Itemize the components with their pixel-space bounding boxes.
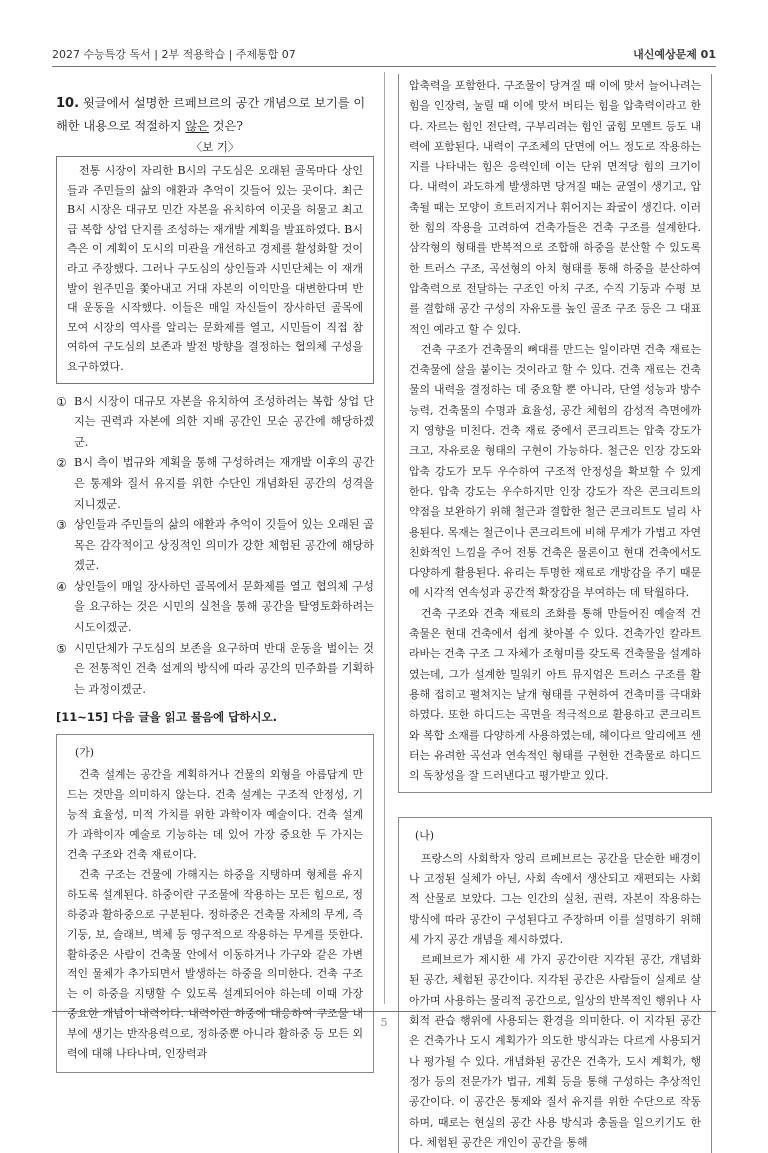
question-number: 10.: [56, 96, 80, 111]
right-column: [398, 74, 712, 1153]
bogi-text: 전통 시장이 자리한 B시의 구도심은 오래된 골목마다 상인들과 주민들의 삶의 애환과 추억이 깃들어 있는 곳이다. 최근 B시 시장은 대규모 민간 자본을 유치하여 이곳을 허물고 최고급 복합 상업 단지를 조성하는 재개발 계획을 발표하였다. B시 측은 이 계획이 도시의 미관을 개선하고 경제를 활성화할 것이라고 주장했다. 그러나 구도심의 상인들과 시민단체는 이 재개발이 원주민을 쫓아내고 거대 자본의 이익만을 대변한다며 반대 운동을 시작했다. 이들은 매일 자신들이 장사하던 골목에 모여 시장의 역사를 알리는 문화제를 열고, 시민들이 직접 참여하여 구도심의 보존과 발전 방향을 결정하는 협의체 구성을 요구하였다.: [67, 164, 363, 373]
stem-before: 윗글에서 설명한 르페브르의 공간 개념으로 보기를 이해한 내용으로 적절하지: [56, 96, 366, 133]
bogi-box: [56, 156, 374, 384]
choice-mark: ⑤: [56, 641, 67, 656]
passage-na-label: (나): [415, 829, 435, 843]
choice-4[interactable]: [56, 577, 374, 639]
header-rule: [52, 66, 716, 67]
choice-mark: ④: [56, 579, 67, 594]
choice-mark: ①: [56, 394, 67, 409]
choice-text: 상인들이 매일 장사하던 골목에서 문화제를 열고 협의체 구성을 요구하는 것은 시민의 실천을 통해 공간을 탈영토화하려는 시도이겠군.: [74, 579, 374, 635]
passage-ga-continued-box: [398, 74, 712, 793]
choice-mark: ②: [56, 456, 67, 471]
passage-ga-paragraph-1: 건축 설계는 공간을 계획하거나 건물의 외형을 아름답게 만드는 것만을 의미하지 않는다. 건축 설계는 구조적 안정성, 기능적 효율성, 미적 가치를 위한 과학이자 예술이다. 건축 설계가 과학이자 예술로 기능하는 데 있어 가장 중요한 두 가지는 건축 구조와 건축 재료이다.: [67, 768, 363, 861]
page-number: 5: [380, 1016, 388, 1029]
choice-2[interactable]: [56, 453, 374, 515]
passage-na-paragraph-1: 프랑스의 사회학자 앙리 르페브르는 공간을 단순한 배경이나 고정된 실체가 아닌, 사회 속에서 생산되고 재편되는 사회적 산물로 보았다. 그는 인간의 실천, 권력, 자본이 작용하는 방식에 따라 공간이 구성된다고 주장하며 이를 설명하기 위해 세 가지 공간 개념을 제시하였다.: [409, 851, 701, 946]
passage-ga-label: (가): [75, 746, 95, 760]
passage-ga-continuation: 압축력을 포함한다. 구조물이 당겨질 때 이에 맞서 늘어나려는 힘을 인장력, 눌릴 때 이에 맞서 버티는 힘을 압축력이라고 한다. 자르는 힘인 전단력, 구부리려는 힘인 굽힘 모멘트 등도 내력에 포함된다. 내력이 구조체의 단면에 어느 정도로 작용하는지를 나타내는 힘은 응력인데 이는 단위 면적당 힘의 크기이다. 내력이 과도하게 발생하면 당겨질 때는 균열이 생기고, 압축될 때는 모양이 흐트러지거나 휘어지는 좌굴이 생긴다. 이러한 힘의 작용을 고려하여 건축가들은 건축 구조를 설계한다. 삼각형의 형태를 반복적으로 조합해 하중을 분산할 수 있도록 한 트러스 구조, 곡선형의 아치 형태를 통해 하중을 분산하여 압축력으로 전달하는 구조인 아치 구조, 수직 기둥과 수평 보를 결합해 공간 구성의 자유도를 높인 골조 구조 등은 그 대표적인 예라고 할 수 있다.: [409, 79, 701, 336]
stem-after: 것은?: [208, 119, 243, 133]
left-column: [56, 92, 374, 1073]
choice-mark: ③: [56, 518, 67, 533]
set-header: [11~15] 다음 글을 읽고 물음에 답하시오.: [56, 710, 277, 725]
column-divider: [384, 72, 385, 1004]
choice-text: 상인들과 주민들의 삶의 애환과 추억이 깃들어 있는 오래된 골목은 감각적이고 상징적인 의미가 강한 체험된 공간에 해당하겠군.: [74, 518, 374, 573]
footer-rule: [52, 1011, 716, 1012]
choice-1[interactable]: [56, 392, 374, 454]
choice-text: B시 시장이 대규모 자본을 유치하여 조성하려는 복합 상업 단지는 권력과 자본에 의한 지배 공간인 모순 공간에 해당하겠군.: [74, 394, 374, 449]
passage-ga-paragraph-2: 건축 구조는 건물에 가해지는 하중을 지탱하며 형체를 유지하도록 설계된다. 하중이란 구조물에 작용하는 모든 힘으로, 정하중과 활하중으로 구분된다. 정하중은 건축물 자체의 무게, 즉 기둥, 보, 슬래브, 벽체 등 영구적으로 작용하는 무게를 뜻한다. 활하중은 사람이 건축물 안에서 이동하거나 가구와 같은 가변적인 물체가 추가되면서 발생하는 하중을 의미한다. 건축 구조는 이 하중을 지탱할 수 있도록 설계되어야 하는데 이때 가장 중요한 개념이 내력이다. 내력이란 하중에 대응하여 구조물 내부에 생기는 반작용력으로, 정하중뿐 아니라 활하중 등 모든 외력에 대해 나타나며, 인장력과: [67, 867, 363, 1061]
stem-underlined: 않은: [185, 119, 209, 133]
passage-na-paragraph-2: 르페브르가 제시한 세 가지 공간이란 지각된 공간, 개념화된 공간, 체험된 공간이다. 지각된 공간은 사람들이 실제로 살아가며 사용하는 물리적 공간으로, 일상의 반복적인 행위나 사회적 관습 행위에 사용되는 환경을 의미한다. 이 지각된 공간은 건축가나 도시 계획가가 의도한 방식과는 다르게 사용되거나 평가될 수 있다. 개념화된 공간은 건축가, 도시 계획가, 행정가 등의 전문가가 법규, 계획 등을 통해 구성하는 추상적인 공간이다. 이 공간은 통제와 질서 유지를 위한 수단으로 작동하며, 때로는 현실의 공간 사용 방식과 충돌을 일으키기도 한다. 체험된 공간은 개인이 공간을 통해: [409, 953, 701, 1149]
choice-text: B시 측이 법규와 계획을 통해 구성하려는 재개발 이후의 공간은 통제와 질서 유지를 위한 수단인 개념화된 공간의 성격을 지니겠군.: [74, 456, 374, 511]
choice-list: [56, 392, 374, 701]
passage-ga-paragraph-4: 건축 구조와 건축 재료의 조화를 통해 만들어진 예술적 건축물은 현대 건축에서 쉽게 찾아볼 수 있다. 건축가인 칼라트라바는 건축 구조 그 자체가 조형미를 갖도록 건축물을 설계하였는데, 그가 설계한 밀워키 아트 뮤지엄은 트러스 구조를 활용해 접히고 펼쳐지는 날개 형태를 구현하여 건축미를 극대화하였다. 또한 하디드는 곡면을 적극적으로 활용하고 콘크리트와 복합 소재를 다양하게 사용하였는데, 헤이다르 알리에프 센터는 유려한 곡선과 연속적인 형태를 구현한 건축물로 하디드의 독창성을 잘 드러낸다고 평가받고 있다.: [409, 606, 701, 783]
header-left: 2027 수능특강 독서 | 2부 적용학습 | 주제통합 07: [52, 48, 296, 61]
header-right: 내신예상문제 01: [633, 48, 716, 61]
choice-text: 시민단체가 구도심의 보존을 요구하며 반대 운동을 벌이는 것은 전통적인 건축 설계의 방식에 따라 공간의 민주화를 기획하는 과정이겠군.: [74, 641, 374, 696]
page-header: [52, 46, 716, 62]
choice-3[interactable]: [56, 515, 374, 577]
question-10-stem: [56, 92, 374, 137]
passage-na-box: [398, 817, 712, 1153]
passage-ga-paragraph-3: 건축 구조가 건축물의 뼈대를 만드는 일이라면 건축 재료는 건축물에 살을 붙이는 것이라고 할 수 있다. 건축 재료는 건축물의 내력을 결정하는 데 중요할 뿐 아니라, 단열 성능과 방수 능력, 건축물의 수명과 효율성, 공간 체험의 감성적 측면에까지 영향을 미친다. 건축 재료 중에서 콘크리트는 압축 강도가 크고, 자유로운 형태의 구현이 가능하다. 철근은 인장 강도와 압축 강도가 모두 우수하여 구조적 안정성을 확보할 수 있게 한다. 압축 강도는 우수하지만 인장 강도가 작은 콘크리트의 약점을 보완하기 위해 철근과 결합한 철근 콘크리트도 널리 사용된다. 목재는 철근이나 콘크리트에 비해 무게가 가볍고 자연 친화적인 느낌을 주어 전통 건축은 물론이고 현대 건축에서도 다양하게 활용된다. 유리는 투명한 재료로 개방감을 주기 때문에 시각적 연속성과 공간적 확장감을 부여하는 데 탁월하다.: [409, 342, 701, 600]
bogi-label: 〈보 기〉: [190, 140, 240, 154]
choice-5[interactable]: [56, 639, 374, 701]
